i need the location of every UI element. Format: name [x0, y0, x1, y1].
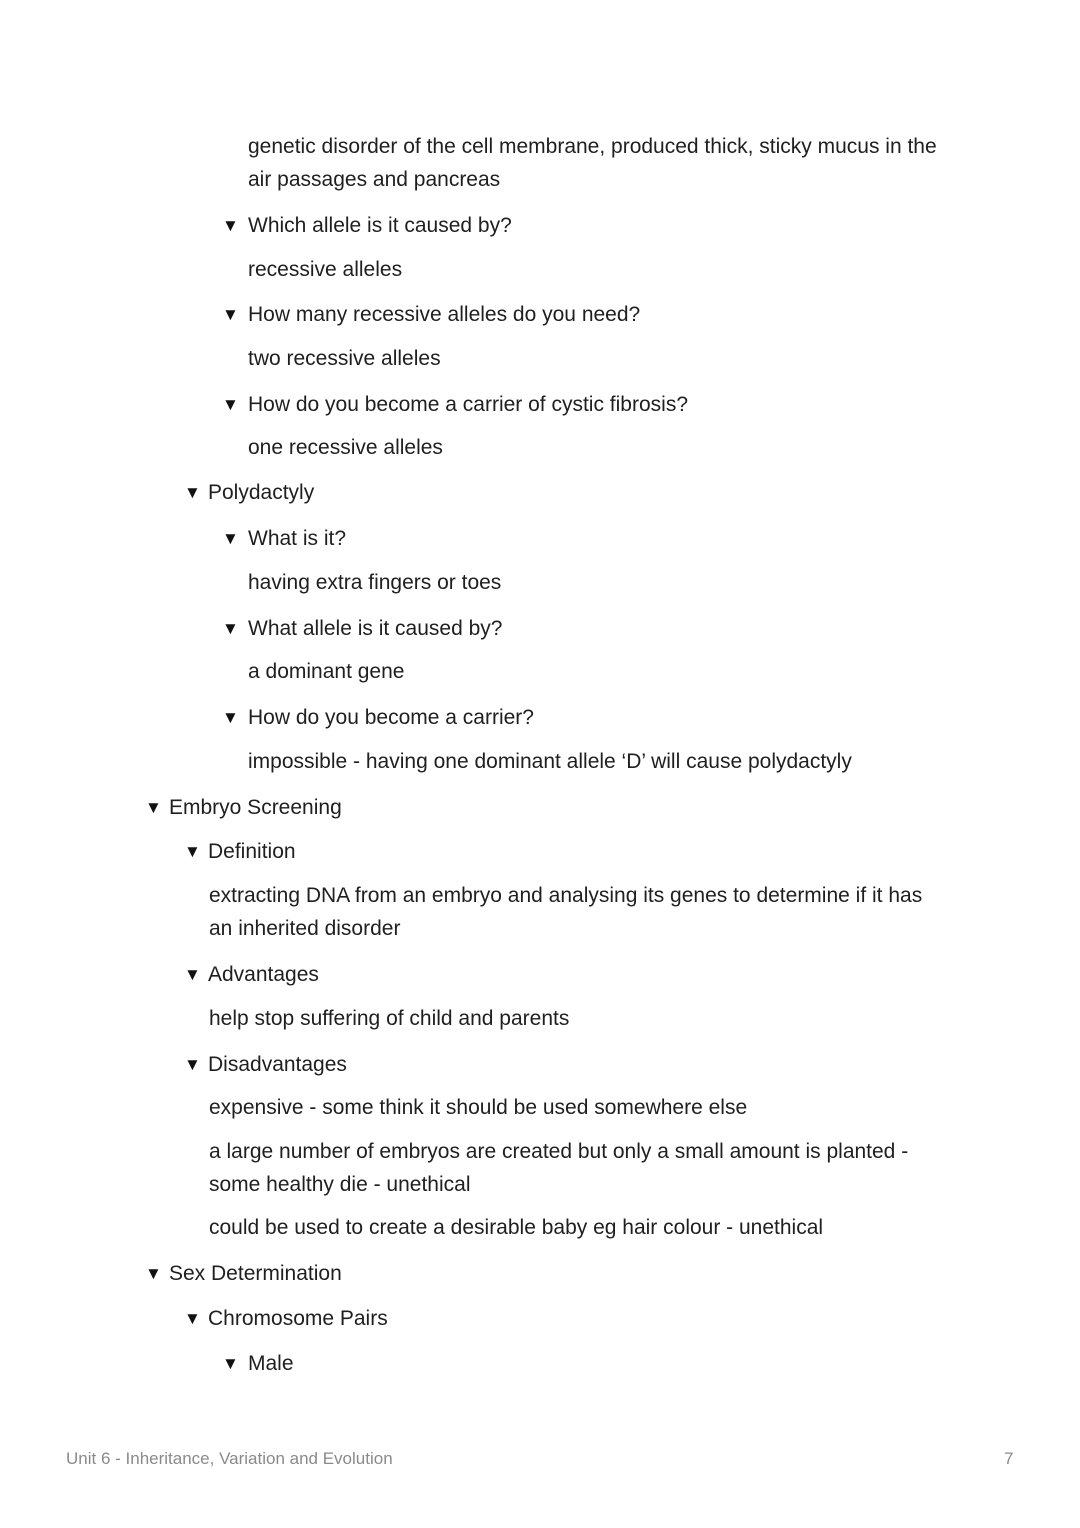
toggle-triangle-icon[interactable]: ▼	[222, 305, 239, 324]
toggle-triangle-icon[interactable]: ▼	[222, 529, 239, 548]
male-heading: Male	[248, 1352, 294, 1375]
toggle-triangle-icon[interactable]: ▼	[184, 483, 201, 502]
es-advantages-text: help stop suffering of child and parents	[209, 1007, 570, 1030]
poly-answer-carrier: impossible - having one dominant allele ‘D’ will cause polydactyly	[248, 750, 852, 773]
cf-description: genetic disorder of the cell membrane, produced thick, sticky mucus in the air passages and pancreas	[248, 135, 937, 191]
cf-answer-carrier: one recessive alleles	[248, 436, 443, 459]
sex-determination-heading: Sex Determination	[169, 1262, 342, 1285]
poly-question-what: What is it?	[248, 527, 347, 550]
es-disadvantage-1: expensive - some think it should be used somewhere else	[209, 1096, 748, 1119]
cf-answer-howmany: two recessive alleles	[248, 347, 441, 370]
es-definition-text: extracting DNA from an embryo and analysing its genes to determine if it has an inherited disorder	[209, 884, 923, 940]
es-advantages-heading: Advantages	[208, 963, 319, 986]
es-disadvantage-2: a large number of embryos are created but only a small amount is planted - some healthy die - unethical	[209, 1140, 909, 1196]
cf-answer-allele: recessive alleles	[248, 258, 403, 281]
toggle-triangle-icon[interactable]: ▼	[184, 1055, 201, 1074]
poly-answer-what: having extra fingers or toes	[248, 571, 502, 594]
toggle-triangle-icon[interactable]: ▼	[222, 216, 239, 235]
toggle-triangle-icon[interactable]: ▼	[145, 1264, 162, 1283]
es-definition-heading: Definition	[208, 840, 296, 863]
toggle-triangle-icon[interactable]: ▼	[145, 798, 162, 817]
footer-page-number: 7	[1004, 1449, 1014, 1468]
toggle-triangle-icon[interactable]: ▼	[184, 842, 201, 861]
polydactyly-heading: Polydactyly	[208, 481, 315, 504]
embryo-screening-heading: Embryo Screening	[169, 796, 342, 819]
toggle-triangle-icon[interactable]: ▼	[184, 965, 201, 984]
poly-answer-allele: a dominant gene	[248, 660, 405, 683]
cf-question-carrier: How do you become a carrier of cystic fibrosis?	[248, 393, 689, 416]
toggle-triangle-icon[interactable]: ▼	[222, 619, 239, 638]
toggle-triangle-icon[interactable]: ▼	[222, 395, 239, 414]
toggle-triangle-icon[interactable]: ▼	[222, 1354, 239, 1373]
footer-unit-title: Unit 6 - Inheritance, Variation and Evolution	[66, 1449, 393, 1468]
poly-question-allele: What allele is it caused by?	[248, 617, 503, 640]
chromosome-pairs-heading: Chromosome Pairs	[208, 1307, 388, 1330]
toggle-triangle-icon[interactable]: ▼	[184, 1309, 201, 1328]
cf-question-allele: Which allele is it caused by?	[248, 214, 512, 237]
poly-question-carrier: How do you become a carrier?	[248, 706, 534, 729]
es-disadvantage-3: could be used to create a desirable baby eg hair colour - unethical	[209, 1216, 824, 1239]
es-disadvantages-heading: Disadvantages	[208, 1053, 347, 1076]
cf-question-howmany: How many recessive alleles do you need?	[248, 303, 641, 326]
toggle-triangle-icon[interactable]: ▼	[222, 708, 239, 727]
